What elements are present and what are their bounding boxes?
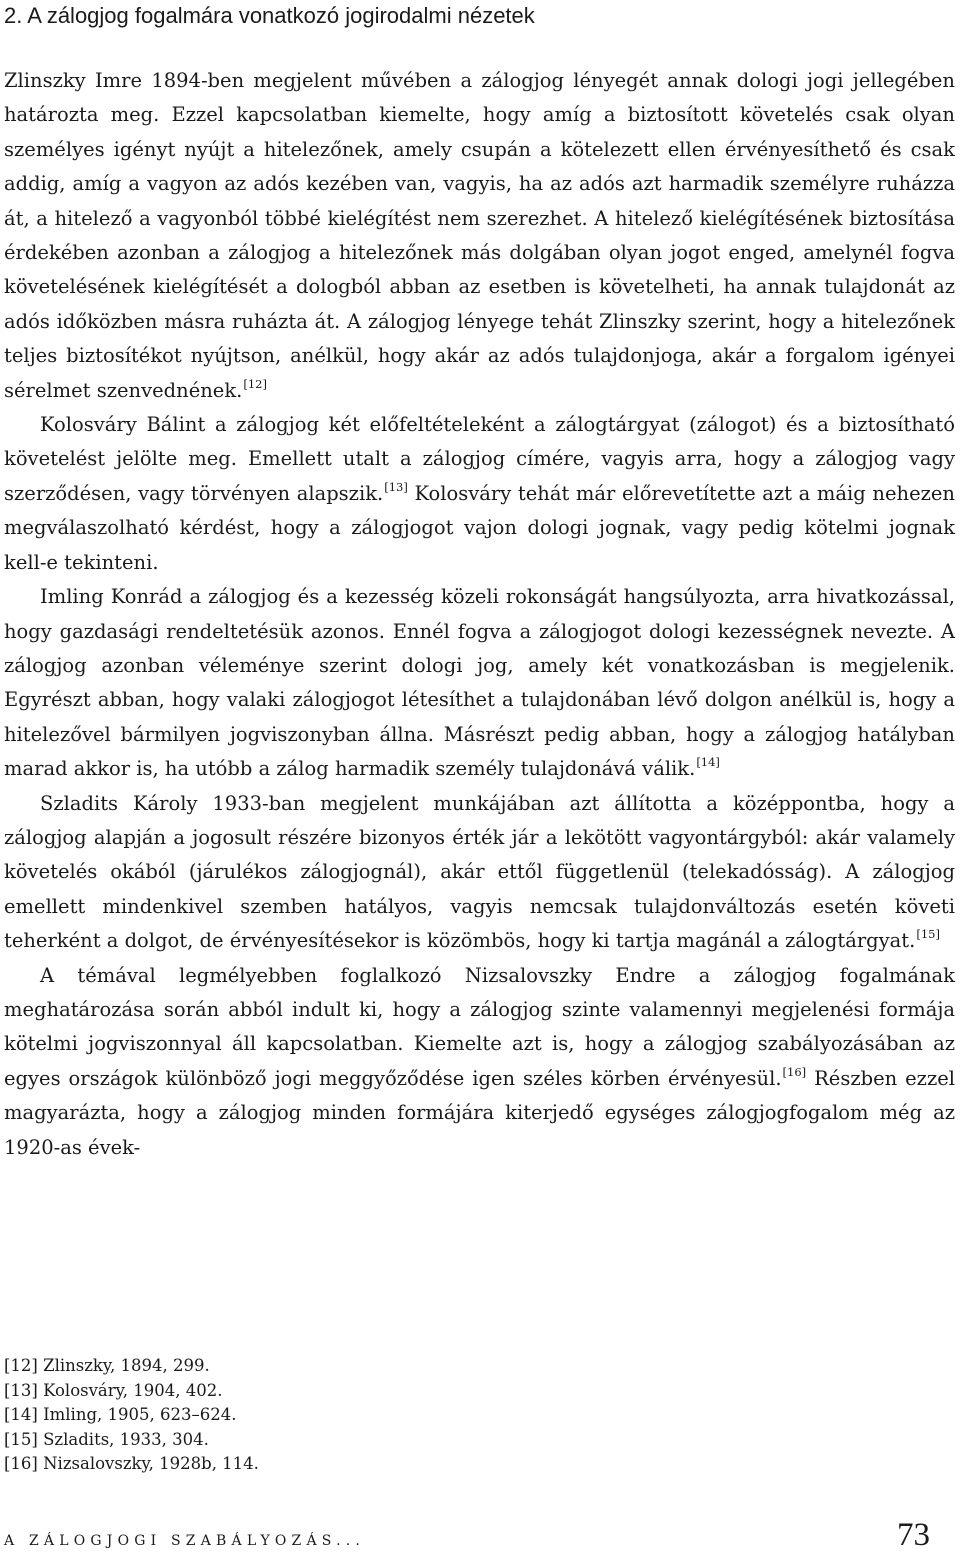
footnote-12: [12] Zlinszky, 1894, 299.	[4, 1356, 210, 1375]
paragraph-3	[4, 580, 955, 786]
footnote-16: [16] Nizsalovszky, 1928b, 114.	[4, 1454, 259, 1474]
footnote-14: [14] Imling, 1905, 623–624.	[4, 1405, 237, 1425]
section-heading: 2. A zálogjog fogalmára vonatkozó jogirodalmi nézetek	[4, 3, 535, 28]
paragraph-text: Zlinszky Imre 1894-ben megjelent művében a zálogjog lényegét annak dologi jogi jellegében határozta meg. Ezzel kapcsolatban kiemelte, hogy amíg a biztosított követelés csak olyan személyes igényt nyújt a hitelezőnek, amely csupán a kötelezett ellen érvényesíthető és csak addig, amíg a vagyon az adós kezében van, vagyis, ha az adós azt harmadik személyre ruházza át, a hitelező a vagyonból többé kielégítést nem szerezhet. A hitelező kielégítésének biztosítása érdekében azonban a zálogjog a hitelezőnek más dolgában olyan jogot enged, amelynél fogva követelésének kielégítését a dologból abban az esetben is követelheti, ha annak tulajdonát az adós időközben másra ruházta át. A zálogjog lényege tehát Zlinszky szerint, hogy a hitelezőnek teljes biztosítékot nyújtson, anélkül, hogy akár az adós tulajdonjoga, akár a forgalom igényei sérelmet szenvednének.	[4, 69, 955, 402]
paragraph-text: Részben ezzel magyarázta, hogy a zálogjog minden formájára kiterjedő egységes zálogjogfogalom még az 1920-as évek-	[4, 1066, 955, 1159]
paragraph-text: Szladits Károly 1933-ban megjelent munkájában azt állította a középpontba, hogy a zálogjog alapján a jogosult részére bizonyos érték jár a lekötött vagyontárgyból: akár valamely követelés okából (járulékos zálogjognál), akár ettől függetlenül (telekadósság). A zálogjog emellett mindenkivel szemben hatályos, vagyis nemcsak tulajdonváltozás esetén követi teherként a dolgot, de érvényesítésekor is közömbös, hogy ki tartja magánál a zálogtárgyat.	[4, 791, 955, 953]
footnote-15: [15] Szladits, 1933, 304.	[4, 1429, 209, 1449]
paragraph-1	[4, 64, 955, 408]
paragraph-text: Kolosváry Bálint a zálogjog két előfeltételeként a zálogtárgyat (zálogot) és a biztosítható követelést jelölte meg. Emellett utalt a zálogjog címére, vagyis arra, hogy a zálogjog vagy szerződésen, vagy törvényen alapszik.	[4, 413, 955, 505]
paragraph-text: A témával legmélyebben foglalkozó Nizsalovszky Endre a zálogjog fogalmának meghatározása során abból indult ki, hogy a zálogjog szinte valamennyi megjelenési formája kötelmi jogviszonnyal áll kapcsolatban. Kiemelte azt is, hogy a zálogjog szabályozásában az egyes országok különböző jogi meggyőződése igen széles körben érvényesül.	[4, 963, 955, 1090]
body-text	[4, 64, 955, 1165]
running-footer-title: A ZÁLOGJOGI SZABÁLYOZÁS...	[4, 1533, 366, 1549]
footnote-ref-14[interactable]: [14]	[696, 755, 720, 770]
paragraph-4	[4, 787, 955, 959]
page-number: 73	[897, 1517, 930, 1553]
paragraph-5	[4, 959, 955, 1165]
paragraph-2	[4, 408, 955, 580]
paragraph-text: Imling Konrád a zálogjog és a kezesség közeli rokonságát hangsúlyozta, arra hivatkozással, hogy gazdasági rendeltetésük azonos. Ennél fogva a zálogjogot dologi kezességnek nevezte. A zálogjog azonban véleménye szerint dologi jog, amely két vonatkozásban is megjelenik. Egyrészt abban, hogy valaki zálogjogot létesíthet a tulajdonában lévő dolgon anélkül is, hogy a hitelezővel bármilyen jogviszonyban állna. Másrészt pedig abban, hogy a zálogjog hatályban marad akkor is, ha utóbb a zálog harmadik személy tulajdonává válik.	[4, 585, 955, 781]
footnote-ref-13[interactable]: [13]	[384, 479, 408, 494]
footnotes	[4, 1354, 259, 1477]
footnote-13: [13] Kolosváry, 1904, 402.	[4, 1380, 223, 1400]
footnote-ref-15[interactable]: [15]	[916, 927, 940, 942]
footnote-ref-16[interactable]: [16]	[782, 1064, 807, 1079]
footnote-ref-12[interactable]: [12]	[243, 376, 267, 391]
paragraph-text: Kolosváry tehát már előrevetítette azt a máig nehezen megválaszolható kérdést, hogy a zálogjogot vajon dologi jognak, vagy pedig kötelmi jognak kell-e tekinteni.	[4, 481, 955, 574]
